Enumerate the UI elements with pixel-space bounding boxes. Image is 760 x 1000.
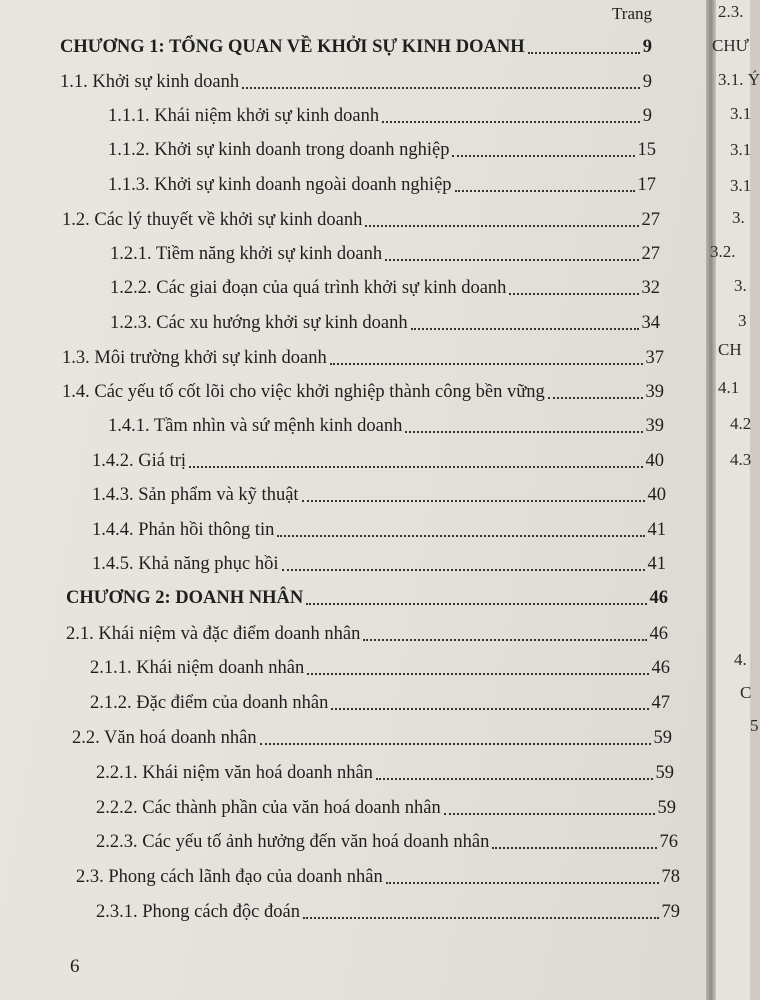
dot-leader [306,589,646,605]
toc-entry-page: 34 [641,313,660,333]
toc-chapter-row [66,586,668,610]
dot-leader [282,555,645,571]
toc-entry-title: 1.2. Các lý thuyết về khởi sự kinh doanh [62,210,363,230]
facing-page-fragment: CH [718,340,742,359]
book-gutter [706,0,716,1000]
facing-page-fragment: 5 [750,716,759,735]
toc-entry-row [108,138,656,162]
toc-entry-title: 1.2.2. Các giai đoạn của quá trình khởi sự kinh doanh [110,278,507,298]
facing-page-fragment: 3.1 [730,140,752,159]
toc-entry-row [90,691,670,715]
dot-leader [331,694,648,710]
dot-leader [548,383,643,399]
toc-entry-page: 27 [641,244,660,264]
page-number: 6 [70,956,80,977]
toc-entry-title: 1.4. Các yếu tố cốt lõi cho việc khởi nghiệp thành công bền vững [62,382,545,402]
facing-page-fragment: 3.1. Ý [718,70,760,89]
toc-entry-page: 17 [637,175,656,195]
toc-entry-row [76,865,680,889]
facing-page-fragment: 4.2 [730,414,752,433]
dot-leader [260,729,651,745]
dot-leader [303,903,659,919]
trang-heading: Trang [612,4,652,23]
toc-entry-page: 41 [647,554,666,574]
toc-entry-title: 1.3. Môi trường khởi sự kinh doanh [62,348,327,368]
facing-page-fragment: 3. [732,208,745,227]
dot-leader [365,211,638,227]
toc-entry-title: 1.1.3. Khởi sự kinh doanh ngoài doanh nghiệp [108,175,452,195]
dot-leader [492,833,656,849]
toc-entry-title: 1.2.3. Các xu hướng khởi sự kinh doanh [110,313,408,333]
toc-entry-row [108,414,664,438]
toc-entry-page: 37 [645,348,664,368]
toc-entry-row [92,483,666,507]
dot-leader [242,73,640,89]
dot-leader [528,38,640,54]
toc-entry-title: 2.1. Khái niệm và đặc điểm doanh nhân [66,624,361,644]
toc-entry-title: 2.2.2. Các thành phần của văn hoá doanh nhân [96,798,441,818]
toc-entry-row [72,726,672,750]
toc-entry-row [92,552,666,576]
dot-leader [363,625,646,641]
toc-entry-page: 78 [661,867,680,887]
toc-entry-page: 59 [657,798,676,818]
toc-entry-row [110,242,660,266]
toc-entry-page: 79 [661,902,680,922]
toc-entry-page: 59 [653,728,672,748]
toc-entry-title: 1.1. Khởi sự kinh doanh [60,72,240,92]
toc-entry-page: 9 [642,72,652,92]
dot-leader [189,452,642,468]
toc-entry-title: 1.1.1. Khái niệm khởi sự kinh doanh [108,106,380,126]
toc-entry-page: 59 [655,763,674,783]
toc-entry-title: 2.2. Văn hoá doanh nhân [72,728,257,748]
dot-leader [386,868,659,884]
toc-entry-page: 47 [651,693,670,713]
toc-entry-row [62,346,664,370]
toc-entry-page: 40 [647,485,666,505]
toc-entry-row [110,276,660,300]
dot-leader [307,659,648,675]
dot-leader [405,417,642,433]
toc-entry-row [108,173,656,197]
toc-entry-row [92,518,666,542]
dot-leader [382,107,640,123]
toc-entry-page: 39 [645,416,664,436]
toc-entry-row [62,380,664,404]
dot-leader [277,521,644,537]
toc-chapter-row [60,35,652,59]
toc-entry-page: 9 [642,106,652,126]
facing-page-fragment: CHƯ [712,36,749,55]
facing-page-fragment: 3.2. [710,242,736,261]
dot-leader [509,279,638,295]
facing-page-fragment: 2.3. [718,2,744,21]
dot-leader [330,349,643,365]
toc-entry-row [92,449,664,473]
toc-entry-row [110,311,660,335]
toc-entry-page: 27 [641,210,660,230]
toc-entry-title: 1.4.3. Sản phẩm và kỹ thuật [92,485,299,505]
toc-entry-title: CHƯƠNG 1: TỔNG QUAN VỀ KHỞI SỰ KINH DOANH [60,37,525,57]
dot-leader [455,176,635,192]
toc-entry-page: 46 [649,588,668,608]
toc-entry-page: 41 [647,520,666,540]
dot-leader [444,799,655,815]
toc-entry-row [66,622,668,646]
toc-entry-row [62,208,660,232]
toc-entry-title: 2.1.1. Khái niệm doanh nhân [90,658,305,678]
facing-page [710,0,760,1000]
toc-entry-title: 2.1.2. Đặc điểm của doanh nhân [90,693,329,713]
facing-page-fragment: 4. [734,650,747,669]
dot-leader [302,486,645,502]
dot-leader [411,314,639,330]
toc-entry-title: 2.2.3. Các yếu tố ảnh hưởng đến văn hoá doanh nhân [96,832,490,852]
toc-entry-page: 15 [637,140,656,160]
dot-leader [385,245,638,261]
facing-page-fragment: 3 [738,311,747,330]
toc-entry-row [90,656,670,680]
toc-entry-title: 2.2.1. Khái niệm văn hoá doanh nhân [96,763,373,783]
toc-entry-page: 39 [645,382,664,402]
toc-entry-row [108,104,652,128]
toc-entry-row [96,900,680,924]
facing-page-fragment: 4.1 [718,378,740,397]
toc-entry-title: 1.4.5. Khả năng phục hồi [92,554,279,574]
toc-entry-row [60,70,652,94]
toc-entry-title: 1.1.2. Khởi sự kinh doanh trong doanh nghiệp [108,140,450,160]
toc-entry-title: 2.3. Phong cách lãnh đạo của doanh nhân [76,867,383,887]
toc-entry-title: CHƯƠNG 2: DOANH NHÂN [66,588,304,608]
toc-entry-title: 1.2.1. Tiềm năng khởi sự kinh doanh [110,244,383,264]
facing-page-fragment: 4.3 [730,450,752,469]
toc-entry-row [96,830,678,854]
toc-entry-title: 1.4.4. Phản hồi thông tin [92,520,275,540]
facing-page-fragment: 3.1 [730,104,752,123]
toc-entry-page: 46 [651,658,670,678]
toc-entry-row [96,761,674,785]
facing-page-fragment: 3. [734,276,747,295]
toc-entry-page: 46 [649,624,668,644]
toc-entry-title: 1.4.1. Tầm nhìn và sứ mệnh kinh doanh [108,416,403,436]
facing-page-fragment: C [740,683,752,702]
toc-entry-page: 76 [659,832,678,852]
toc-entry-title: 2.3.1. Phong cách độc đoán [96,902,300,922]
toc-entry-page: 40 [645,451,664,471]
facing-page-fragment: 3.1 [730,176,752,195]
toc-entry-page: 9 [642,37,652,57]
toc-entry-row [96,796,676,820]
dot-leader [376,764,653,780]
toc-entry-page: 32 [641,278,660,298]
dot-leader [452,141,634,157]
toc-entry-title: 1.4.2. Giá trị [92,451,187,471]
